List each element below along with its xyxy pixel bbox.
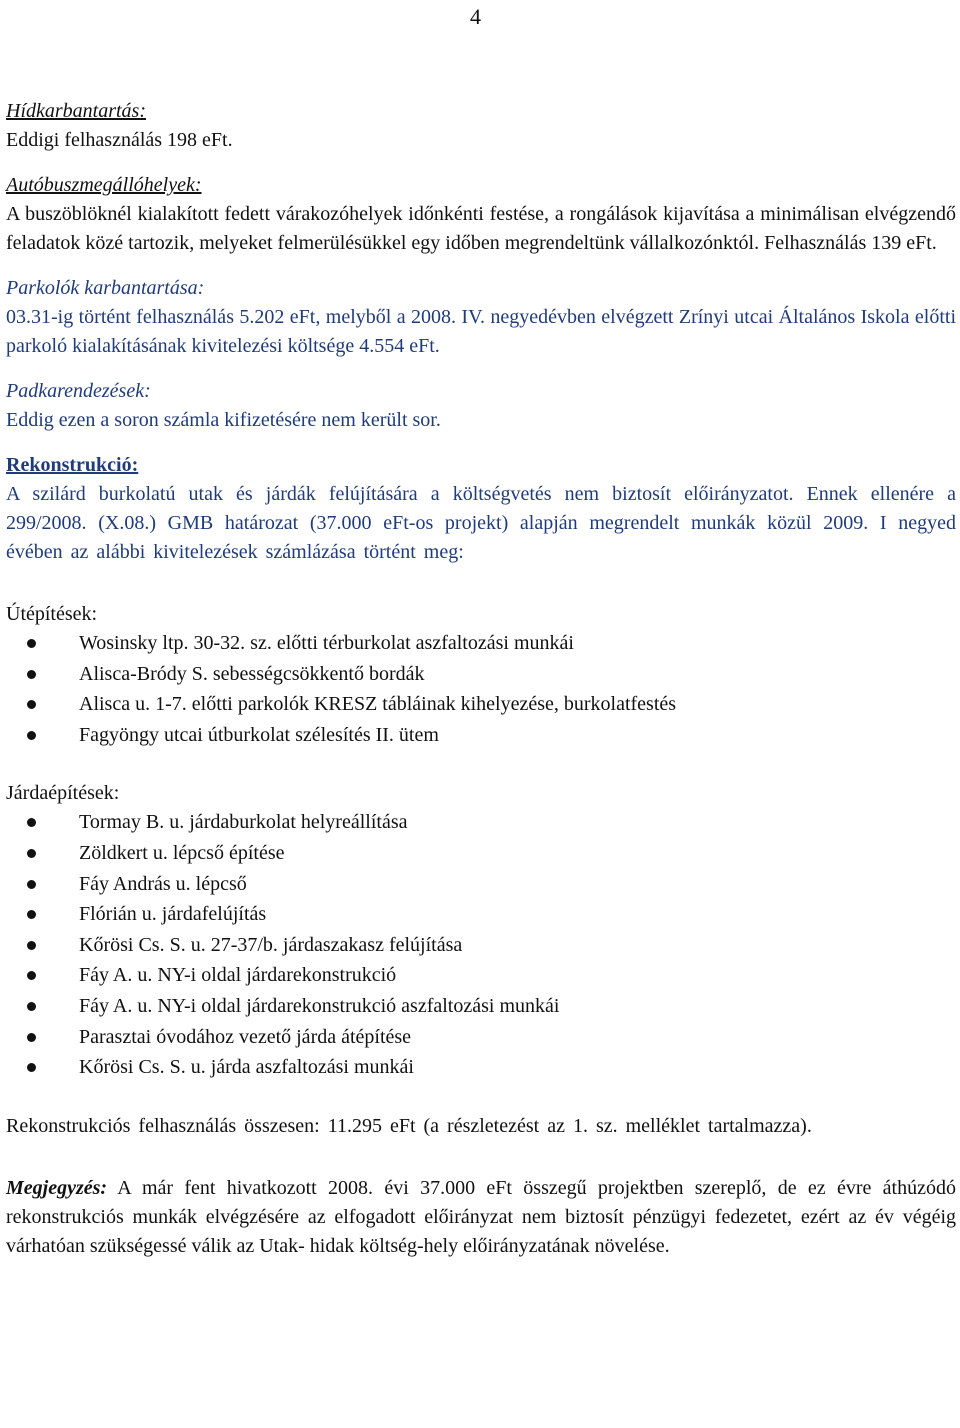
list-item: Tormay B. u. járdaburkolat helyreállítása xyxy=(6,808,956,839)
sidewalk-list xyxy=(6,808,956,1083)
bullet-icon xyxy=(27,849,36,858)
bullet-icon xyxy=(27,1033,36,1042)
section-roads xyxy=(6,600,956,751)
section-text: Eddig ezen a soron számla kifizetésére nem került sor. xyxy=(6,409,441,431)
section-text: 03.31-ig történt felhasználás 5.202 eFt, melyből a 2008. IV. negyedévben elvégzett Zrínyi utcai Általános Iskola előtti parkoló kialakításának kivitelezési költsége 4.554 eFt. xyxy=(6,306,956,357)
list-item: Alisca u. 1-7. előtti parkolók KRESZ tábláinak kihelyezése, burkolatfestés xyxy=(6,690,956,721)
list-item: Fagyöngy utcai útburkolat szélesítés II. ütem xyxy=(6,721,956,752)
bullet-icon xyxy=(27,1002,36,1011)
section-reconstruction xyxy=(6,451,956,567)
bullet-icon xyxy=(27,971,36,980)
section-title: Útépítések: xyxy=(6,603,98,625)
road-list xyxy=(6,629,956,751)
document-body xyxy=(6,97,956,1261)
bullet-icon xyxy=(27,941,36,950)
section-sidewalks xyxy=(6,779,956,1083)
section-text: A szilárd burkolatú utak és járdák felújítására a költségvetés nem biztosít előirányzatot. Ennek ellenére a 299/2008. (X.08.) GMB határozat (37.000 eFt-os projekt) alapján megrendelt munkák közül 2009. I negyed évében az alábbi kivitelezések számlázása történt meg: xyxy=(6,483,956,563)
section-title: Parkolók karbantartása: xyxy=(6,277,205,299)
list-item: Parasztai óvodához vezető járda átépítése xyxy=(6,1023,956,1054)
section-bridge-maintenance xyxy=(6,97,956,155)
list-item: Fáy A. u. NY-i oldal járdarekonstrukció aszfaltozási munkái xyxy=(6,992,956,1023)
section-title: Járdaépítések: xyxy=(6,782,120,805)
section-title: Rekonstrukció: xyxy=(6,454,139,476)
list-item: Flórián u. járdafelújítás xyxy=(6,900,956,931)
note-text: A már fent hivatkozott 2008. évi 37.000 eFt összegű projektben szereplő, de ez évre áthúzódó rekonstrukciós munkák elvégzésére az elfogadott előirányzat nem biztosít pénzügyi fedezetet, ezért az év végéig várhatóan szükségessé válik az Utak- hidak költség-hely előirányzatának növelése. xyxy=(6,1176,956,1257)
bullet-icon xyxy=(27,731,36,740)
section-benches xyxy=(6,377,956,435)
bullet-icon xyxy=(27,880,36,889)
list-item: Fáy András u. lépcső xyxy=(6,870,956,901)
bullet-icon xyxy=(27,700,36,709)
list-item: Kőrösi Cs. S. u. járda aszfaltozási munkái xyxy=(6,1053,956,1084)
page-number: 4 xyxy=(470,4,481,29)
section-text: Eddigi felhasználás 198 eFt. xyxy=(6,129,233,151)
section-title: Hídkarbantartás: xyxy=(6,100,146,122)
note-paragraph xyxy=(6,1174,956,1261)
list-item: Wosinsky ltp. 30-32. sz. előtti térburkolat aszfaltozási munkái xyxy=(6,629,956,660)
section-title: Padkarendezések: xyxy=(6,380,151,402)
section-total xyxy=(6,1112,956,1141)
bullet-icon xyxy=(27,1063,36,1072)
section-bus-stops xyxy=(6,171,956,258)
section-parking xyxy=(6,274,956,361)
bullet-icon xyxy=(27,670,36,679)
note-label: Megjegyzés: xyxy=(6,1176,108,1199)
bullet-icon xyxy=(27,818,36,827)
list-item: Kőrösi Cs. S. u. 27-37/b. járdaszakasz felújítása xyxy=(6,931,956,962)
bullet-icon xyxy=(27,910,36,919)
list-item: Zöldkert u. lépcső építése xyxy=(6,839,956,870)
section-title: Autóbuszmegállóhelyek: xyxy=(6,174,202,196)
bullet-icon xyxy=(27,639,36,648)
section-note xyxy=(6,1174,956,1261)
list-item: Alisca-Bródy S. sebességcsökkentő bordák xyxy=(6,660,956,691)
list-item: Fáy A. u. NY-i oldal járdarekonstrukció xyxy=(6,961,956,992)
total-text: Rekonstrukciós felhasználás összesen: 11.295 eFt (a részletezést az 1. sz. melléklet tartalmazza). xyxy=(6,1114,812,1137)
section-text: A buszöblöknél kialakított fedett várakozóhelyek időnkénti festése, a rongálások kijavítása a minimálisan elvégzendő feladatok közé tartozik, melyeket felmerülésükkel egy időben megrendeltünk vállalkozónktól. Felhasználás 139 eFt. xyxy=(6,203,956,254)
